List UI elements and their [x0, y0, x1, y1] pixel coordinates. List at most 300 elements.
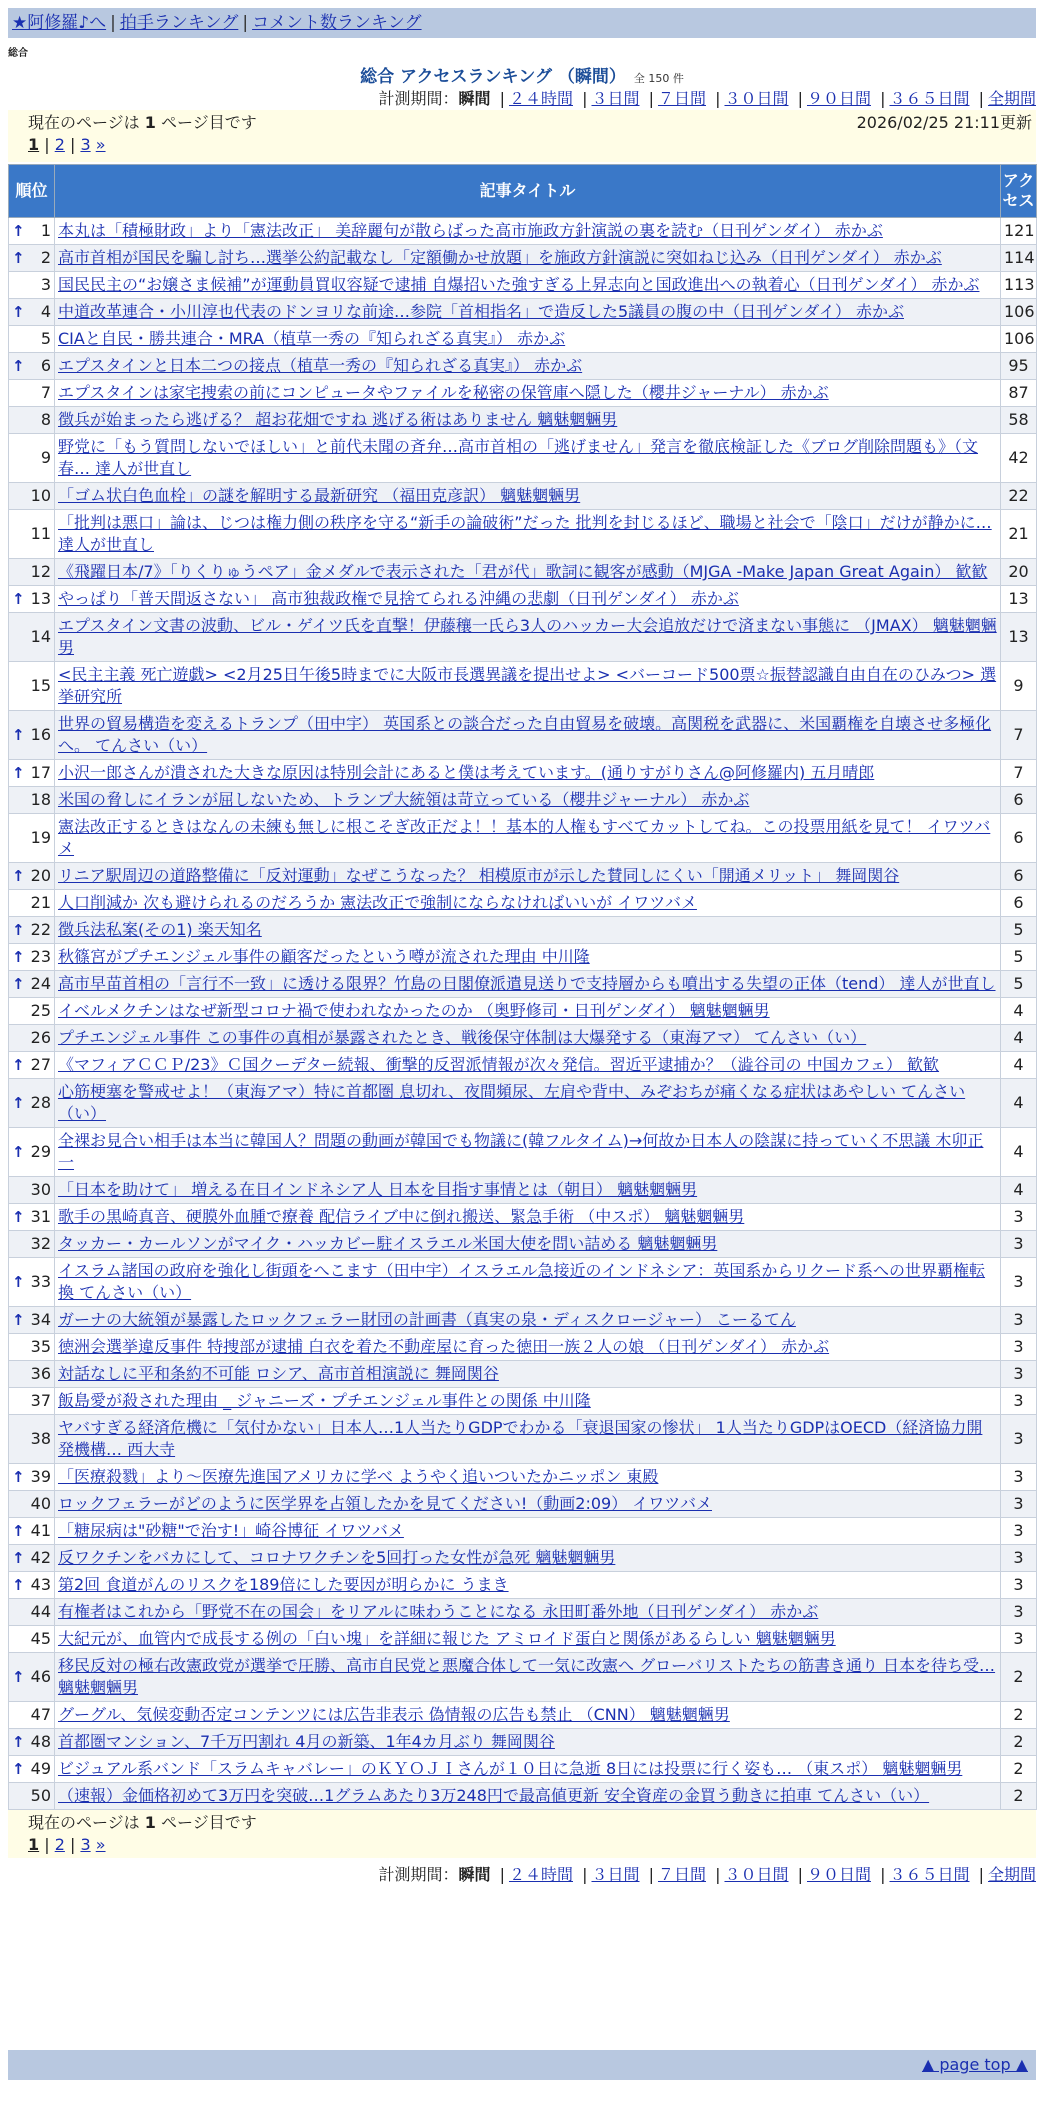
article-title-link[interactable]: 徳洲会選挙違反事件 特捜部が逮捕 白衣を着た不動産屋に育った徳田一族２人の娘 （日刊ゲンダイ） 赤かぶ	[58, 1337, 830, 1356]
rank-cell	[9, 510, 55, 559]
article-title-link[interactable]: グーグル、気候変動否定コンテンツには広告非表示 偽情報の広告も禁止 （CNN） 魑魅魍魎男	[58, 1705, 730, 1724]
access-count: 3	[1001, 1572, 1037, 1599]
article-title-link[interactable]: 移民反対の極右改憲政党が選挙で圧勝、高市自民党と悪魔合体して一気に改憲へ グローバリストたちの筋書き通り 日本を待ち受… 魑魅魍魎男	[58, 1656, 996, 1697]
article-title-link[interactable]: 「批判は悪口」論は、じつは権力側の秩序を守る“新手の論破術”だった 批判を封じるほど、職場と社会で「陰口」だけが静かに… 達人が世直し	[58, 513, 992, 554]
title-cell	[55, 863, 1001, 890]
title-cell	[55, 272, 1001, 299]
rank-up-arrow-icon: ↑	[12, 357, 25, 375]
title-cell	[55, 971, 1001, 998]
access-count: 87	[1001, 380, 1037, 407]
access-count: 3	[1001, 1204, 1037, 1231]
period-link[interactable]: ２４時間	[508, 89, 573, 108]
access-count: 7	[1001, 760, 1037, 787]
table-row	[9, 890, 1037, 917]
article-title-link[interactable]: エプスタインは家宅捜索の前にコンピュータやファイルを秘密の保管庫へ隠した（櫻井ジャーナル） 赤かぶ	[58, 383, 829, 402]
rank-cell	[9, 272, 55, 299]
table-row	[9, 613, 1037, 662]
period-label: 計測期間：	[378, 89, 459, 108]
table-row	[9, 434, 1037, 483]
access-count: 2	[1001, 1783, 1037, 1810]
rank-number: 40	[30, 1494, 51, 1513]
article-title-link[interactable]: 小沢一郎さんが潰された大きな原因は特別会計にあると僕は考えています。(通りすがりさん@阿修羅内) 五月晴郎	[58, 763, 875, 782]
article-title-link[interactable]: 人口削減か 次も避けられるのだろうか 憲法改正で強制にならなければいいが イワツバメ	[58, 893, 697, 912]
rank-number: 27	[30, 1055, 51, 1074]
rank-cell	[9, 1756, 55, 1783]
rank-cell	[9, 1491, 55, 1518]
rank-number: 33	[30, 1272, 51, 1291]
rank-number: 39	[30, 1467, 51, 1486]
title-cell	[55, 380, 1001, 407]
rank-cell	[9, 863, 55, 890]
period-link[interactable]: ９０日間	[806, 1865, 871, 1884]
access-count: 106	[1001, 299, 1037, 326]
rank-number: 10	[30, 486, 51, 505]
rank-up-arrow-icon: ↑	[12, 249, 25, 267]
rank-cell	[9, 434, 55, 483]
article-title-link[interactable]: 全裸お見合い相手は本当に韓国人？問題の動画が韓国でも物議に(韓フルタイム)→何故か日本人の陰謀に持っていく不思議 木卯正一	[58, 1131, 984, 1172]
rank-number: 5	[40, 329, 51, 348]
rank-cell	[9, 1361, 55, 1388]
period-link[interactable]: ２４時間	[508, 1865, 573, 1884]
pager-current: 1	[28, 1835, 40, 1854]
rank-cell	[9, 1204, 55, 1231]
article-title-link[interactable]: 対話なしに平和条約不可能 ロシア、高市首相演説に 舞岡関谷	[58, 1364, 499, 1383]
table-row	[9, 1756, 1037, 1783]
table-row	[9, 1702, 1037, 1729]
access-count: 95	[1001, 353, 1037, 380]
article-title-link[interactable]: 首都圏マンション、7千万円割れ 4月の新築、1年4カ月ぶり 舞岡関谷	[58, 1732, 555, 1751]
rank-cell	[9, 1231, 55, 1258]
title-cell	[55, 559, 1001, 586]
top-nav-bar	[8, 8, 1036, 38]
rank-cell	[9, 613, 55, 662]
table-row	[9, 944, 1037, 971]
title-cell	[55, 510, 1001, 559]
article-title-link[interactable]: 《飛躍日本/7》「りくりゅうペア」金メダルで表示された「君が代」歌詞に観客が感動（MJGA -Make Japan Great Again） 歓歓	[58, 562, 988, 581]
table-row	[9, 353, 1037, 380]
table-row	[9, 662, 1037, 711]
page-info-bottom	[8, 1810, 1036, 1858]
title-cell	[55, 613, 1001, 662]
rank-up-arrow-icon: ↑	[12, 1668, 25, 1686]
rank-cell	[9, 1464, 55, 1491]
rank-cell	[9, 245, 55, 272]
rank-up-arrow-icon: ↑	[12, 1208, 25, 1226]
article-title-link[interactable]: 米国の脅しにイランが屈しないため、トランプ大統領は苛立っている（櫻井ジャーナル） 赤かぶ	[58, 790, 750, 809]
article-title-link[interactable]: 「糖尿病は"砂糖"で治す!」崎谷博征 イワツバメ	[58, 1521, 404, 1540]
article-title-link[interactable]: <民主主義 死亡遊戯> <2月25日午後5時までに大阪市長選異議を提出せよ> <バーコード500票☆振替認識自由自在のひみつ> 選挙研究所	[58, 665, 997, 706]
rank-number: 34	[30, 1310, 51, 1329]
rank-cell	[9, 1518, 55, 1545]
rank-number: 31	[30, 1207, 51, 1226]
title-cell	[55, 1783, 1001, 1810]
article-title-link[interactable]: 中道改革連合・小川淳也代表のドンヨリな前途…参院「首相指名」で造反した5議員の腹の中（日刊ゲンダイ） 赤かぶ	[58, 302, 904, 321]
access-count: 20	[1001, 559, 1037, 586]
period-link[interactable]: 全期間	[987, 1865, 1036, 1884]
article-title-link[interactable]: ヤバすぎる経済危機に「気付かない」日本人…1人当たりGDPでわかる「衰退国家の惨状」 1人当たりGDPはOECD（経済協力開発機構… 西大寺	[58, 1418, 983, 1459]
access-count: 3	[1001, 1307, 1037, 1334]
article-title-link[interactable]: 心筋梗塞を警戒せよ！（東海アマ）特に首都圏 息切れ、夜間頻尿、左肩や背中、みぞおちが痛くなる症状はあやしい てんさい（い）	[58, 1082, 966, 1123]
title-cell	[55, 1599, 1001, 1626]
article-title-link[interactable]: 国民民主の“お嬢さま候補”が運動員買収容疑で逮捕 自爆招いた強すぎる上昇志向と国政進出への執着心（日刊ゲンダイ） 赤かぶ	[58, 275, 980, 294]
title-cell	[55, 1491, 1001, 1518]
article-title-link[interactable]: 「日本を助けて」 増える在日インドネシア人 日本を目指す事情とは（朝日） 魑魅魍魎男	[58, 1180, 698, 1199]
access-count: 9	[1001, 662, 1037, 711]
article-title-link[interactable]: 野党に「もう質問しないでほしい」と前代未聞の斉弁…高市首相の「逃げません」発言を徹底検証した《ブログ削除問題も》（文春… 達人が世直し	[58, 437, 979, 478]
rank-up-arrow-icon: ↑	[12, 222, 25, 240]
rank-number: 2	[40, 248, 51, 267]
article-title-link[interactable]: 《マフィアＣＣＰ/23》Ｃ国クーデター続報、衝撃的反習派情報が次々発信。習近平逮捕か？（澁谷司の 中国カフェ） 歓歓	[58, 1055, 940, 1074]
title-cell	[55, 787, 1001, 814]
rank-cell	[9, 1388, 55, 1415]
article-title-link[interactable]: 秋篠宮がプチエンジェル事件の顧客だったという噂が流された理由 中川隆	[58, 947, 590, 966]
rank-number: 11	[30, 524, 51, 543]
rank-number: 30	[30, 1180, 51, 1199]
title-cell	[55, 1518, 1001, 1545]
rank-cell	[9, 971, 55, 998]
table-row	[9, 1258, 1037, 1307]
title-cell	[55, 1415, 1001, 1464]
rank-number: 29	[30, 1142, 51, 1161]
page-status: 現在のページは 1 ページ目です	[28, 1813, 257, 1832]
rank-cell	[9, 1572, 55, 1599]
title-cell	[55, 1052, 1001, 1079]
rank-up-arrow-icon: ↑	[12, 921, 25, 939]
access-count: 2	[1001, 1653, 1037, 1702]
bottom-bar	[8, 2050, 1036, 2080]
article-title-link[interactable]: 飯島愛が殺された理由 _ ジャニーズ・プチエンジェル事件との関係 中川隆	[58, 1391, 591, 1410]
table-row	[9, 407, 1037, 434]
rank-number: 41	[30, 1521, 51, 1540]
table-row	[9, 326, 1037, 353]
title-cell	[55, 1231, 1001, 1258]
period-current: 瞬間	[458, 1865, 491, 1884]
access-count: 3	[1001, 1545, 1037, 1572]
period-link[interactable]: ３６５日間	[889, 1865, 970, 1884]
rank-cell	[9, 1415, 55, 1464]
article-title-link[interactable]: 有権者はこれから「野党不在の国会」をリアルに味わうことになる 永田町番外地（日刊ゲンダイ） 赤かぶ	[58, 1602, 819, 1621]
access-count: 21	[1001, 510, 1037, 559]
title-cell	[55, 760, 1001, 787]
period-link[interactable]: ７日間	[657, 89, 706, 108]
title-cell	[55, 1307, 1001, 1334]
title-cell	[55, 917, 1001, 944]
rank-up-arrow-icon: ↑	[12, 1056, 25, 1074]
rank-number: 38	[30, 1429, 51, 1448]
rank-number: 28	[30, 1093, 51, 1112]
rank-number: 4	[40, 302, 51, 321]
access-count: 6	[1001, 863, 1037, 890]
rank-cell	[9, 814, 55, 863]
rank-number: 48	[30, 1732, 51, 1751]
rank-cell	[9, 944, 55, 971]
header-access: アクセス	[1001, 165, 1037, 218]
title-cell	[55, 1545, 1001, 1572]
period-link[interactable]: 全期間	[987, 89, 1036, 108]
rank-number: 3	[40, 275, 51, 294]
rank-cell	[9, 1128, 55, 1177]
access-count: 3	[1001, 1388, 1037, 1415]
title-cell	[55, 662, 1001, 711]
title-cell	[55, 353, 1001, 380]
rank-number: 42	[30, 1548, 51, 1567]
rank-number: 24	[30, 974, 51, 993]
pager: 1 | 2 | 3 »	[28, 135, 106, 154]
access-count: 7	[1001, 711, 1037, 760]
table-row	[9, 863, 1037, 890]
title-cell	[55, 1258, 1001, 1307]
article-title-link[interactable]: 第2回 食道がんのリスクを189倍にした要因が明らかに うまき	[58, 1575, 509, 1594]
nav-link-asyura[interactable]: ★阿修羅♪へ	[12, 13, 107, 33]
access-count: 2	[1001, 1702, 1037, 1729]
rank-number: 35	[30, 1337, 51, 1356]
rank-number: 43	[30, 1575, 51, 1594]
table-row	[9, 1545, 1037, 1572]
rank-cell	[9, 559, 55, 586]
rank-cell	[9, 1334, 55, 1361]
table-row	[9, 971, 1037, 998]
period-link[interactable]: ３６５日間	[889, 89, 970, 108]
access-count: 5	[1001, 917, 1037, 944]
access-count: 42	[1001, 434, 1037, 483]
rank-cell	[9, 218, 55, 245]
article-title-link[interactable]: ロックフェラーがどのように医学界を占領したかを見てください!（動画2:09） イワツバメ	[58, 1494, 712, 1513]
pager-link[interactable]: 3	[80, 135, 91, 154]
rank-up-arrow-icon: ↑	[12, 1549, 25, 1567]
article-title-link[interactable]: 「ゴム状白色血栓」の謎を解明する最新研究 （福田克彦訳） 魑魅魍魎男	[58, 486, 581, 505]
rank-number: 25	[30, 1001, 51, 1020]
pager-link[interactable]: 3	[80, 1835, 91, 1854]
rank-cell	[9, 1052, 55, 1079]
access-count: 113	[1001, 272, 1037, 299]
title-cell	[55, 1572, 1001, 1599]
pager-link[interactable]: 2	[54, 135, 65, 154]
rank-cell	[9, 1177, 55, 1204]
rank-up-arrow-icon: ↑	[12, 1311, 25, 1329]
article-title-link[interactable]: 反ワクチンをバカにして、コロナワクチンを5回打った女性が急死 魑魅魍魎男	[58, 1548, 616, 1567]
access-count: 13	[1001, 586, 1037, 613]
rank-number: 15	[30, 676, 51, 695]
article-title-link[interactable]: 憲法改正するときはなんの未練も無しに根こそぎ改正だよ！！基本的人権もすべてカットしてね。この投票用紙を見て！ イワツバメ	[58, 817, 991, 858]
rank-up-arrow-icon: ↑	[12, 1468, 25, 1486]
access-count: 3	[1001, 1626, 1037, 1653]
article-title-link[interactable]: 世界の貿易構造を変えるトランプ（田中宇） 英国系との談合だった自由貿易を破壊。高関税を武器に、米国覇権を自壊させ多極化へ。 てんさい（い）	[58, 714, 992, 755]
period-link[interactable]: ３日間	[591, 89, 640, 108]
rank-cell	[9, 483, 55, 510]
title-cell	[55, 218, 1001, 245]
title-cell	[55, 1653, 1001, 1702]
table-row	[9, 272, 1037, 299]
article-title-link[interactable]: ガーナの大統領が暴露したロックフェラー財団の計画書（真実の泉・ディスクロージャー） こーるてん	[58, 1310, 796, 1329]
table-row	[9, 1052, 1037, 1079]
article-title-link[interactable]: ビジュアル系バンド「スラムキャバレー」のＫＹＯＪＩさんが１０日に急逝 8日には投票に行く姿も… （東スポ） 魑魅魍魎男	[58, 1759, 963, 1778]
access-count: 3	[1001, 1599, 1037, 1626]
period-link[interactable]: ３日間	[591, 1865, 640, 1884]
article-title-link[interactable]: リニア駅周辺の道路整備に「反対運動」なぜこうなった？ 相模原市が示した賛同しにくい「開通メリット」 舞岡関谷	[58, 866, 900, 885]
access-count: 13	[1001, 613, 1037, 662]
article-title-link[interactable]: （速報）金価格初めて3万円を突破…1グラムあたり3万248円で最高値更新 安全資産の金買う動きに拍車 てんさい（い）	[58, 1786, 930, 1805]
access-count: 3	[1001, 1361, 1037, 1388]
article-title-link[interactable]: CIAと自民・勝共連合・MRA（植草一秀の『知られざる真実』） 赤かぶ	[58, 329, 566, 348]
rank-cell	[9, 1545, 55, 1572]
access-count: 5	[1001, 944, 1037, 971]
rank-cell	[9, 711, 55, 760]
page-status: 現在のページは 1 ページ目です	[28, 113, 257, 132]
rank-number: 50	[30, 1786, 51, 1805]
access-count: 2	[1001, 1729, 1037, 1756]
period-label: 計測期間：	[378, 1865, 459, 1884]
article-title-link[interactable]: プチエンジェル事件 この事件の真相が暴露されたとき、戦後保守体制は大爆発する（東海アマ） てんさい（い）	[58, 1028, 867, 1047]
rank-cell	[9, 890, 55, 917]
table-row	[9, 559, 1037, 586]
title-cell	[55, 245, 1001, 272]
rank-cell	[9, 299, 55, 326]
article-title-link[interactable]: やっぱり「普天間返さない」 高市独裁政権で見捨てられる沖縄の悲劇（日刊ゲンダイ） 赤かぶ	[58, 589, 739, 608]
table-row	[9, 1204, 1037, 1231]
rank-up-arrow-icon: ↑	[12, 726, 25, 744]
table-row	[9, 1626, 1037, 1653]
ranking-body	[9, 218, 1037, 1810]
access-count: 6	[1001, 814, 1037, 863]
access-count: 121	[1001, 218, 1037, 245]
article-title-link[interactable]: 歌手の黒崎真音、硬膜外血腫で療養 配信ライブ中に倒れ搬送、緊急手術 （中スポ） 魑魅魍魎男	[58, 1207, 745, 1226]
period-link[interactable]: ３０日間	[724, 1865, 789, 1884]
rank-up-arrow-icon: ↑	[12, 590, 25, 608]
rank-cell	[9, 380, 55, 407]
rank-cell	[9, 586, 55, 613]
separator: |	[110, 13, 116, 33]
table-row	[9, 814, 1037, 863]
title-cell	[55, 1756, 1001, 1783]
table-row	[9, 1599, 1037, 1626]
total-count: 全 150 件	[633, 72, 684, 85]
rank-cell	[9, 1599, 55, 1626]
table-row	[9, 1729, 1037, 1756]
period-link[interactable]: ７日間	[657, 1865, 706, 1884]
title-cell	[55, 434, 1001, 483]
rank-number: 19	[30, 828, 51, 847]
nav-link-applause-ranking[interactable]: 拍手ランキング	[119, 13, 239, 33]
rank-up-arrow-icon: ↑	[12, 1143, 25, 1161]
rank-number: 13	[30, 589, 51, 608]
rank-number: 47	[30, 1705, 51, 1724]
article-title-link[interactable]: 大紀元が、血管内で成長する例の「白い塊」を詳細に報じた アミロイド蛋白と関係があるらしい 魑魅魍魎男	[58, 1629, 836, 1648]
rank-cell	[9, 1025, 55, 1052]
rank-cell	[9, 326, 55, 353]
access-count: 4	[1001, 1052, 1037, 1079]
nav-link-comment-ranking[interactable]: コメント数ランキング	[252, 13, 422, 33]
title-cell	[55, 1025, 1001, 1052]
page-top-link[interactable]: ▲ page top ▲	[921, 2055, 1028, 2074]
article-title-link[interactable]: 「医療殺戮」より〜医療先進国アメリカに学べ ようやく追いついたかニッポン 東殿	[58, 1467, 659, 1486]
rank-cell	[9, 662, 55, 711]
header-title: 記事タイトル	[55, 165, 1001, 218]
period-selector-top: 計測期間：瞬間 | ２４時間 | ３日間 | ７日間 | ３０日間 | ９０日間 | ３６５日間 | 全期間	[378, 89, 1036, 108]
pager-link[interactable]: 2	[54, 1835, 65, 1854]
table-row	[9, 1518, 1037, 1545]
table-row	[9, 1388, 1037, 1415]
rank-cell	[9, 1702, 55, 1729]
title-cell	[55, 299, 1001, 326]
table-row	[9, 299, 1037, 326]
table-row	[9, 760, 1037, 787]
pager-current: 1	[28, 135, 40, 154]
article-title-link[interactable]: 徴兵が始まったら逃げる？ 超お花畑ですね 逃げる術はありません 魑魅魍魎男	[58, 410, 618, 429]
access-count: 6	[1001, 890, 1037, 917]
table-row	[9, 711, 1037, 760]
article-title-link[interactable]: タッカー・カールソンがマイク・ハッカビー駐イスラエル米国大使を問い詰める 魑魅魍魎男	[58, 1234, 718, 1253]
period-selector-bottom: 計測期間：瞬間 | ２４時間 | ３日間 | ７日間 | ３０日間 | ９０日間 | ３６５日間 | 全期間	[378, 1865, 1036, 1884]
article-title-link[interactable]: 本丸は「積極財政」より「憲法改正」 美辞麗句が散らばった高市施政方針演説の裏を読む（日刊ゲンダイ） 赤かぶ	[58, 221, 883, 240]
title-cell	[55, 944, 1001, 971]
title-cell	[55, 711, 1001, 760]
article-title-link[interactable]: イスラム諸国の政府を強化し街頭をへこます（田中宇）イスラエル急接近のインドネシア：英国系からリクード系への世界覇権転換 てんさい（い）	[58, 1261, 986, 1302]
category-tag: 総合	[8, 48, 28, 59]
pager-next[interactable]: »	[95, 135, 106, 154]
rank-number: 7	[40, 383, 51, 402]
ranking-table	[8, 164, 1037, 1810]
table-row	[9, 1653, 1037, 1702]
table-row	[9, 1783, 1037, 1810]
page-title: 総合 アクセスランキング （瞬間）	[360, 67, 626, 87]
table-row	[9, 1334, 1037, 1361]
title-cell	[55, 1079, 1001, 1128]
period-current: 瞬間	[458, 89, 491, 108]
period-link[interactable]: ３０日間	[724, 89, 789, 108]
access-count: 3	[1001, 1415, 1037, 1464]
access-count: 114	[1001, 245, 1037, 272]
title-cell	[55, 998, 1001, 1025]
table-row	[9, 380, 1037, 407]
rank-number: 22	[30, 920, 51, 939]
access-count: 3	[1001, 1464, 1037, 1491]
rank-number: 49	[30, 1759, 51, 1778]
table-row	[9, 1415, 1037, 1464]
access-count: 3	[1001, 1231, 1037, 1258]
rank-number: 14	[30, 627, 51, 646]
table-row	[9, 998, 1037, 1025]
rank-cell	[9, 760, 55, 787]
access-count: 2	[1001, 1756, 1037, 1783]
article-title-link[interactable]: イベルメクチンはなぜ新型コロナ禍で使われなかったのか （奥野修司・日刊ゲンダイ） 魑魅魍魎男	[58, 1001, 770, 1020]
title-cell	[55, 890, 1001, 917]
title-cell	[55, 483, 1001, 510]
article-title-link[interactable]: エプスタイン文書の波動、ビル・ゲイツ氏を直撃！伊藤穰一氏ら3人のハッカー大会追放だけで済まない事態に （JMAX） 魑魅魍魎男	[58, 616, 997, 657]
access-count: 3	[1001, 1518, 1037, 1545]
access-count: 4	[1001, 1079, 1037, 1128]
table-row	[9, 586, 1037, 613]
access-count: 3	[1001, 1491, 1037, 1518]
page-title-wrap	[0, 62, 1044, 87]
header-rank: 順位	[9, 165, 55, 218]
pager-next[interactable]: »	[95, 1835, 106, 1854]
rank-cell	[9, 1626, 55, 1653]
rank-up-arrow-icon: ↑	[12, 764, 25, 782]
article-title-link[interactable]: 高市首相が国民を騙し討ち…選挙公約記載なし「定額働かせ放題」を施政方針演説に突如ねじ込み（日刊ゲンダイ） 赤かぶ	[58, 248, 942, 267]
rank-up-arrow-icon: ↑	[12, 1522, 25, 1540]
rank-cell	[9, 1729, 55, 1756]
title-cell	[55, 1334, 1001, 1361]
article-title-link[interactable]: 徴兵法私案(その1) 楽天知名	[58, 920, 262, 939]
rank-cell	[9, 1307, 55, 1334]
title-cell	[55, 1626, 1001, 1653]
period-link[interactable]: ９０日間	[806, 89, 871, 108]
rank-up-arrow-icon: ↑	[12, 303, 25, 321]
rank-number: 23	[30, 947, 51, 966]
rank-number: 21	[30, 893, 51, 912]
article-title-link[interactable]: エプスタインと日本二つの接点（植草一秀の『知られざる真実』） 赤かぶ	[58, 356, 583, 375]
article-title-link[interactable]: 高市早苗首相の「言行不一致」に透ける限界？竹島の日閣僚派遣見送りで支持層からも噴出する失望の正体（tend） 達人が世直し	[58, 974, 996, 993]
